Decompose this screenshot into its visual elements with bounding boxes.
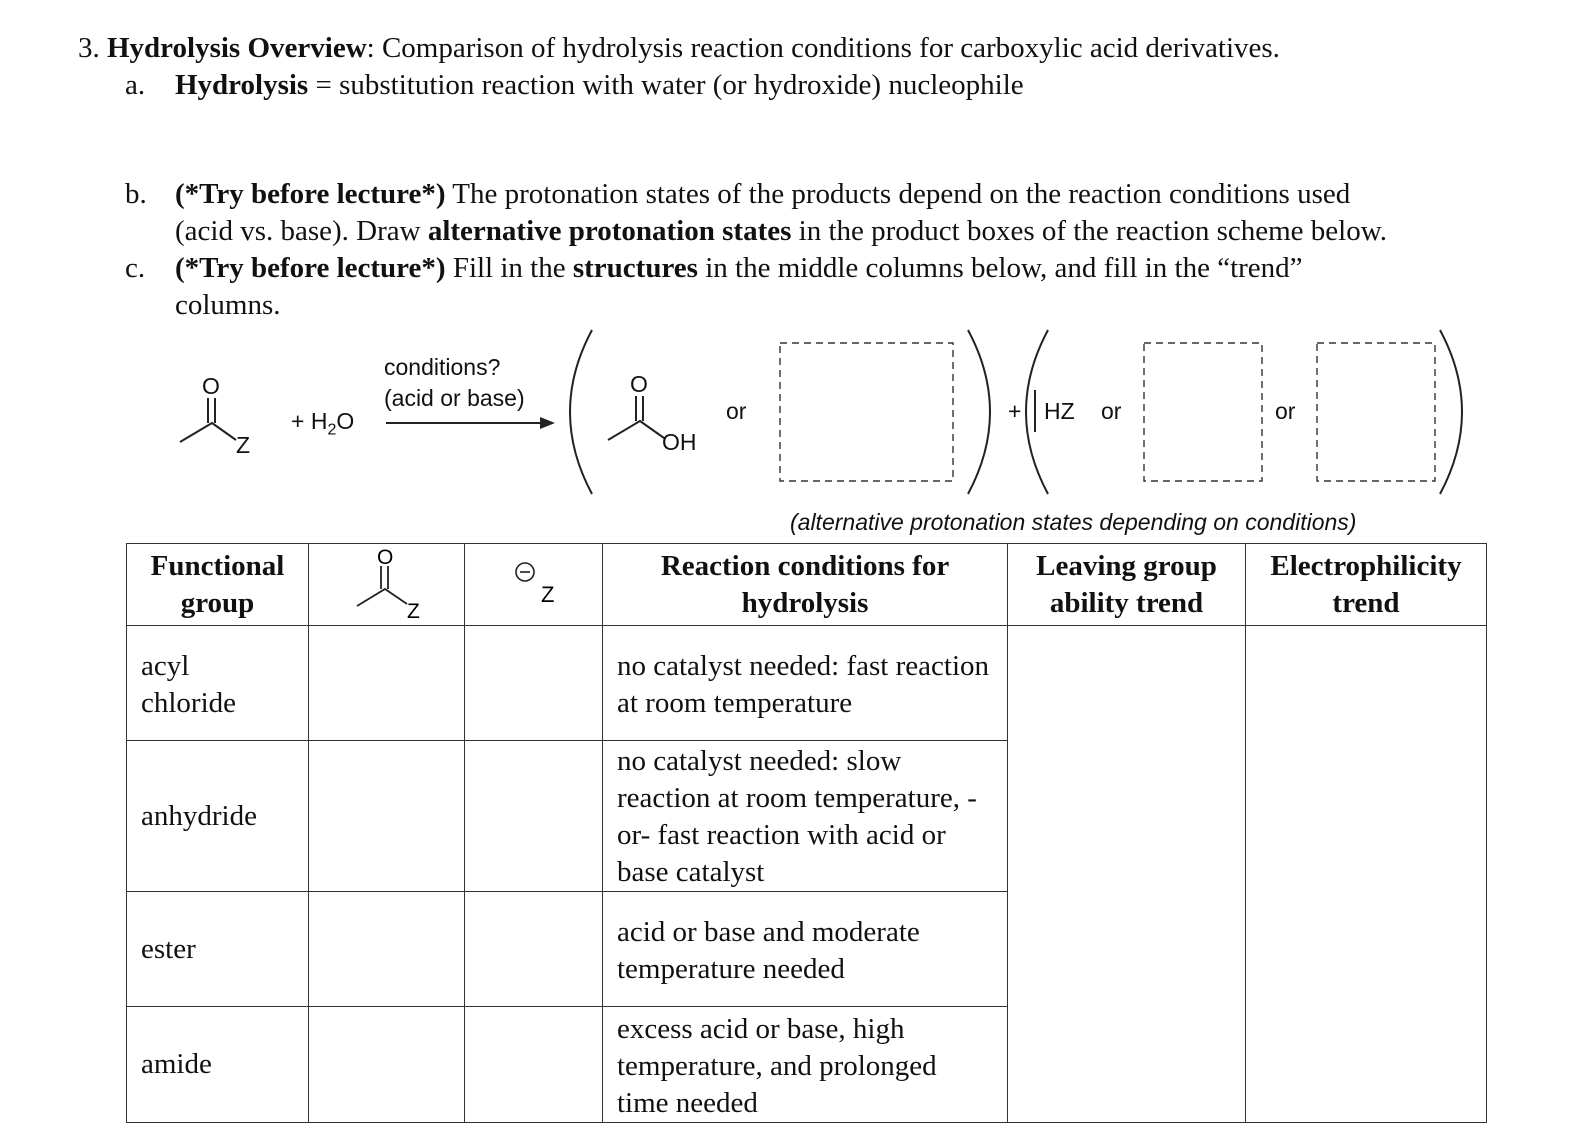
conditions-cell xyxy=(603,741,1008,892)
or-label-2: or xyxy=(1101,398,1122,424)
group-amide: amide xyxy=(141,1048,212,1080)
item-b-marker: b. xyxy=(125,178,147,210)
conditions-cell xyxy=(603,1007,1008,1123)
section-title: Hydrolysis Overview xyxy=(107,32,367,64)
header-structure-z: Z xyxy=(407,600,420,623)
header-leaving-group xyxy=(1008,544,1246,626)
plus-water xyxy=(291,408,354,440)
product-oh: OH xyxy=(662,429,697,455)
group-cell xyxy=(127,626,309,741)
item-c-emphasis: structures xyxy=(572,252,698,284)
item-b-emphasis: alternative protonation states xyxy=(427,215,792,247)
header-conditions-line-2: hydrolysis xyxy=(741,586,869,619)
water-subscript: 2 xyxy=(327,421,337,439)
header-structure-o: O xyxy=(377,546,394,569)
hz-label: HZ xyxy=(1044,398,1075,424)
left-paren-1 xyxy=(570,330,592,494)
plus-water-o: O xyxy=(336,408,355,434)
reactant-bonds xyxy=(180,423,236,442)
reactant-oxygen: O xyxy=(202,373,220,399)
conditions-cell xyxy=(603,892,1008,1007)
item-a-marker: a. xyxy=(125,69,146,101)
header-acyl-structure xyxy=(309,544,465,625)
section-description: : Comparison of hydrolysis reaction conditions for carboxylic acid derivatives. xyxy=(366,32,1280,64)
conditions-acid-base: (acid or base) xyxy=(384,385,525,411)
product-bonds xyxy=(608,421,664,440)
group-cell xyxy=(127,892,309,1007)
product-oxygen: O xyxy=(630,371,648,397)
protonation-note: (alternative protonation states depending on conditions) xyxy=(790,509,1357,535)
product-box-hz-alt-1[interactable] xyxy=(1144,343,1262,481)
header-functional-group-line-2: group xyxy=(180,586,255,619)
group-acyl-chloride: acyl chloride xyxy=(141,650,237,719)
item-c-text-2: in the middle columns below, and fill in the “trend” xyxy=(697,252,1303,284)
item-b-try-label: (*Try before lecture*) xyxy=(175,178,446,210)
structure-cell[interactable] xyxy=(309,626,465,741)
header-anion xyxy=(465,544,603,626)
table-row xyxy=(127,626,1487,741)
header-leaving-group-line-2: ability trend xyxy=(1049,586,1204,619)
plus-water-h: + H xyxy=(291,408,328,434)
group-cell xyxy=(127,1007,309,1123)
header-anion-z: Z xyxy=(541,582,555,607)
structure-cell[interactable] xyxy=(309,741,465,892)
hydrolysis-table xyxy=(126,543,1487,1123)
item-c-try-label: (*Try before lecture*) xyxy=(175,252,446,284)
product-box-hz-alt-2[interactable] xyxy=(1317,343,1435,481)
item-b-text-1: The protonation states of the products depend on the reaction conditions used xyxy=(445,178,1351,210)
header-electrophilicity-line-1: Electrophilicity xyxy=(1270,549,1462,582)
anion-cell[interactable] xyxy=(465,892,603,1007)
or-label-1: or xyxy=(726,398,747,424)
item-c-marker: c. xyxy=(125,252,146,284)
header-leaving-group-line-1: Leaving group xyxy=(1036,549,1217,582)
group-cell xyxy=(127,741,309,892)
header-electrophilicity xyxy=(1246,544,1487,626)
structure-cell[interactable] xyxy=(309,892,465,1007)
conditions-cell xyxy=(603,626,1008,741)
conditions-acyl-chloride: no catalyst needed: fast reaction at room temperature xyxy=(617,650,990,719)
header-conditions-line-1: Reaction conditions for xyxy=(660,549,950,582)
section-number: 3. xyxy=(78,32,100,64)
header-structure xyxy=(309,544,465,626)
group-anhydride: anhydride xyxy=(141,799,257,832)
item-b-text-2: (acid vs. base). Draw xyxy=(175,215,428,247)
conditions-anhydride: no catalyst needed: slow reaction at room temperature, -or- fast reaction with acid or base catalyst xyxy=(617,745,977,888)
item-c-text-1: Fill in the xyxy=(445,252,573,284)
reaction-arrow-head xyxy=(540,417,555,429)
header-functional-group xyxy=(127,544,309,626)
product-box-acid-alt[interactable] xyxy=(780,343,953,481)
reaction-scheme xyxy=(0,0,1585,545)
anion-cell[interactable] xyxy=(465,626,603,741)
leaving-group-trend-cell[interactable] xyxy=(1008,626,1246,1123)
conditions-label: conditions? xyxy=(384,354,501,380)
header-functional-group-line-1: Functional xyxy=(150,549,285,582)
plus-sign: + xyxy=(1008,398,1022,424)
item-b-text-3: in the product boxes of the reaction scheme below. xyxy=(791,215,1388,247)
conditions-amide: excess acid or base, high temperature, and prolonged time needed xyxy=(617,1013,937,1119)
right-paren-1 xyxy=(968,330,990,494)
item-a-definition: = substitution reaction with water (or hydroxide) nucleophile xyxy=(308,69,1024,101)
table-header-row xyxy=(127,544,1487,626)
item-c-line-2: columns. xyxy=(175,289,281,321)
structure-cell[interactable] xyxy=(309,1007,465,1123)
right-paren-2 xyxy=(1440,330,1462,494)
anion-cell[interactable] xyxy=(465,741,603,892)
group-ester: ester xyxy=(141,932,196,965)
conditions-ester: acid or base and moderate temperature needed xyxy=(617,916,920,985)
electrophilicity-trend-cell[interactable] xyxy=(1246,626,1487,1123)
item-a-term: Hydrolysis xyxy=(175,69,309,101)
anion-cell[interactable] xyxy=(465,1007,603,1123)
header-conditions xyxy=(603,544,1008,626)
header-anion-structure xyxy=(465,544,603,625)
or-label-3: or xyxy=(1275,398,1296,424)
header-electrophilicity-line-2: trend xyxy=(1332,586,1400,619)
reactant-z: Z xyxy=(236,432,251,458)
